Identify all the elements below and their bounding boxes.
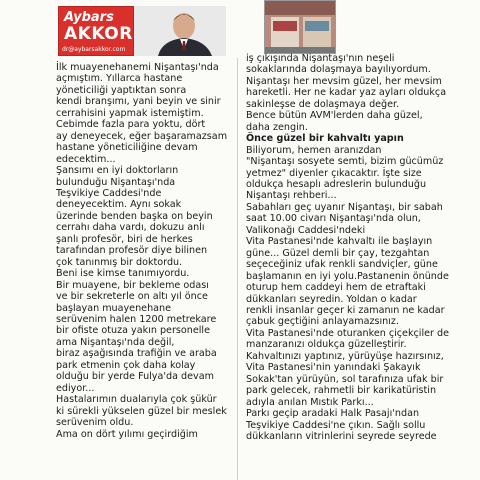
article-line: güne... Güzel demli bir çay, tezgahtan (246, 247, 430, 259)
article-line: bir ofiste otuza yakın personelle (56, 325, 210, 337)
article-line: iş çıkışında Nişantaşı'nın neşeli (246, 53, 395, 64)
article-column-2 (246, 53, 476, 442)
article-line: tarafından profesör diye bilinen (56, 245, 208, 257)
article-line: şanlı profesör, biri de herkes (56, 233, 193, 245)
article-line: Önce güzel bir kahvaltı yapın (246, 133, 404, 145)
article-line: Teşvikiye Caddesi'ne çıkın. Sağlı sollu (246, 419, 426, 431)
article-line: deneyecektim. Aynı sokak (56, 199, 182, 211)
street-photo (264, 0, 336, 54)
article-line: çabuk geçtiğini anlayamazsınız. (246, 316, 399, 328)
article-line: Vita Pastanesi'nin yanındaki Şakayık (246, 362, 421, 374)
article-line: ama Nişantaşı'nda değil, (56, 336, 175, 348)
article-line: İlk muayenehanemi Nişantaşı'nda (56, 62, 219, 73)
article-line: oldukça hesaplı adreslerin bulunduğu (246, 178, 427, 190)
author-name-box (58, 6, 134, 56)
article-line: Bence bütün AVM'lerden daha güzel, (246, 110, 423, 122)
author-email: dr@aybarsakkor.com (62, 46, 126, 53)
article-line: daha zengin. (246, 121, 308, 133)
article-line: dükkanların vitrinlerini seyrede seyrede (246, 430, 437, 442)
article-line: manzaranızı oldukça güzelleştirir. (246, 339, 407, 351)
article-column-1 (56, 62, 238, 440)
article-line: sokaklarında dolaşmaya bayılıyordum. (246, 64, 431, 76)
article-line: Sokak'tan yürüyün, sol tarafınıza ufak bir (246, 373, 444, 385)
article-line: başlamanın en iyi yolu.Pastanenin önünde (246, 270, 449, 282)
article-line: Parkı geçip aradaki Halk Pasajı'ndan (246, 408, 420, 420)
article-line: Biliyorum, hemen aranızdan (246, 144, 382, 156)
article-line: "Nişantaşı sosyete semti, bizim gücümüz (246, 156, 444, 168)
article-line: serüvenim halen 1200 metrekare (56, 313, 217, 325)
article-line: renkli insanlar geçer ki zamanın ne kadar (246, 304, 445, 316)
article-line: Vita Pastanesi'nde kahvaltı ile başlayın (246, 236, 433, 248)
author-box (58, 6, 168, 56)
author-last-name: AKKOR (64, 24, 133, 44)
article-line: serüvenim oldu. (56, 417, 134, 429)
article-line: yetmez" diyenler çıkacaktır. İşte size (246, 167, 422, 179)
article-line: Bir muayene, bir bekleme odası (56, 279, 209, 291)
author-photo (134, 6, 226, 56)
article-line: Cebimde fazla para yoktu, dört (56, 119, 206, 131)
article-line: yöneticiliği yaptıktan sonra (56, 84, 187, 96)
article-line: Beni ise kimse tanımıyordu. (56, 268, 190, 280)
article-line: kendi branşımı, yani beyin ve sinir (56, 96, 221, 108)
article-line: Teşvikiye Caddesi'nde (56, 187, 162, 199)
article-line: Sabahları geç uyanır Nişantaşı, bir sabah (246, 201, 443, 213)
article-line: Nişantaşı rehberi... (246, 190, 337, 202)
article-line: adıyla anılan Mıstık Parkı... (246, 396, 374, 408)
article-line: hastane yöneticiliğine devam (56, 142, 198, 154)
article-line: Valikonağı Caddesi'ndeki (246, 224, 366, 236)
article-line: ay deneyecek, eğer başaramazsam (56, 130, 228, 142)
article-line: edecektim... (56, 153, 116, 165)
article-line: cerrahisini yapmak istemiştim. (56, 107, 204, 119)
article-line: Kahvaltınızı yaptınız, yürüyüşe hazırsınız, (246, 350, 444, 362)
article-line: üzerinde benden başka on beyin (56, 210, 213, 222)
article-line: olduğu bir yerde Fulya'da devam (56, 371, 214, 383)
article-line: Hastalarımın dualarıyla çok şükür (56, 394, 217, 406)
article-line: bulunduğu Nişantaşı'nda (56, 176, 176, 188)
article-line: başlayan muayenehane (56, 302, 172, 314)
article-line: Vita Pastanesi'nde oturanken çiçekçiler de (246, 327, 450, 339)
article-line: Nişantaşı her mevsim güzel, her mevsim (246, 75, 442, 87)
article-line: oturup hem caddeyi hem de etraftaki (246, 282, 426, 294)
article-line: saat 10.00 civarı Nişantaşı'nda olun, (246, 213, 421, 225)
article-line: park gelecek, rahmetli bir karikatüristin (246, 385, 437, 397)
author-first-name: Aybars (64, 10, 114, 25)
article-line: ve bir sekreterle on altı yıl önce (56, 291, 208, 303)
article-line: ediyor... (56, 382, 95, 394)
article-line: park etmenin çok daha kolay (56, 359, 196, 371)
article-line: Ama on dört yılımı geçirdiğim (56, 428, 198, 440)
article-line: hareketli. Her ne kadar yaz ayları oldukça (246, 87, 447, 99)
article-line: ki sürekli yükselen güzel bir meslek (56, 405, 227, 417)
article-line: dükkanları seyredin. Yoldan o kadar (246, 293, 417, 305)
article-line: açmıştım. Yıllarca hastane (56, 73, 183, 85)
article-line: çok tanınmış bir doktordu. (56, 256, 183, 268)
article-line: biraz aşağısında trafiğin ve araba (56, 348, 217, 360)
article-line: sakinleşse de dolaşmaya değer. (246, 98, 400, 110)
article-line: Şansımı en iyi doktorların (56, 165, 179, 177)
article-line: cerrahı daha vardı, dokuzu anlı (56, 222, 205, 234)
article-line: seçeceğiniz ufak renkli sandviçler, güne (246, 259, 438, 271)
